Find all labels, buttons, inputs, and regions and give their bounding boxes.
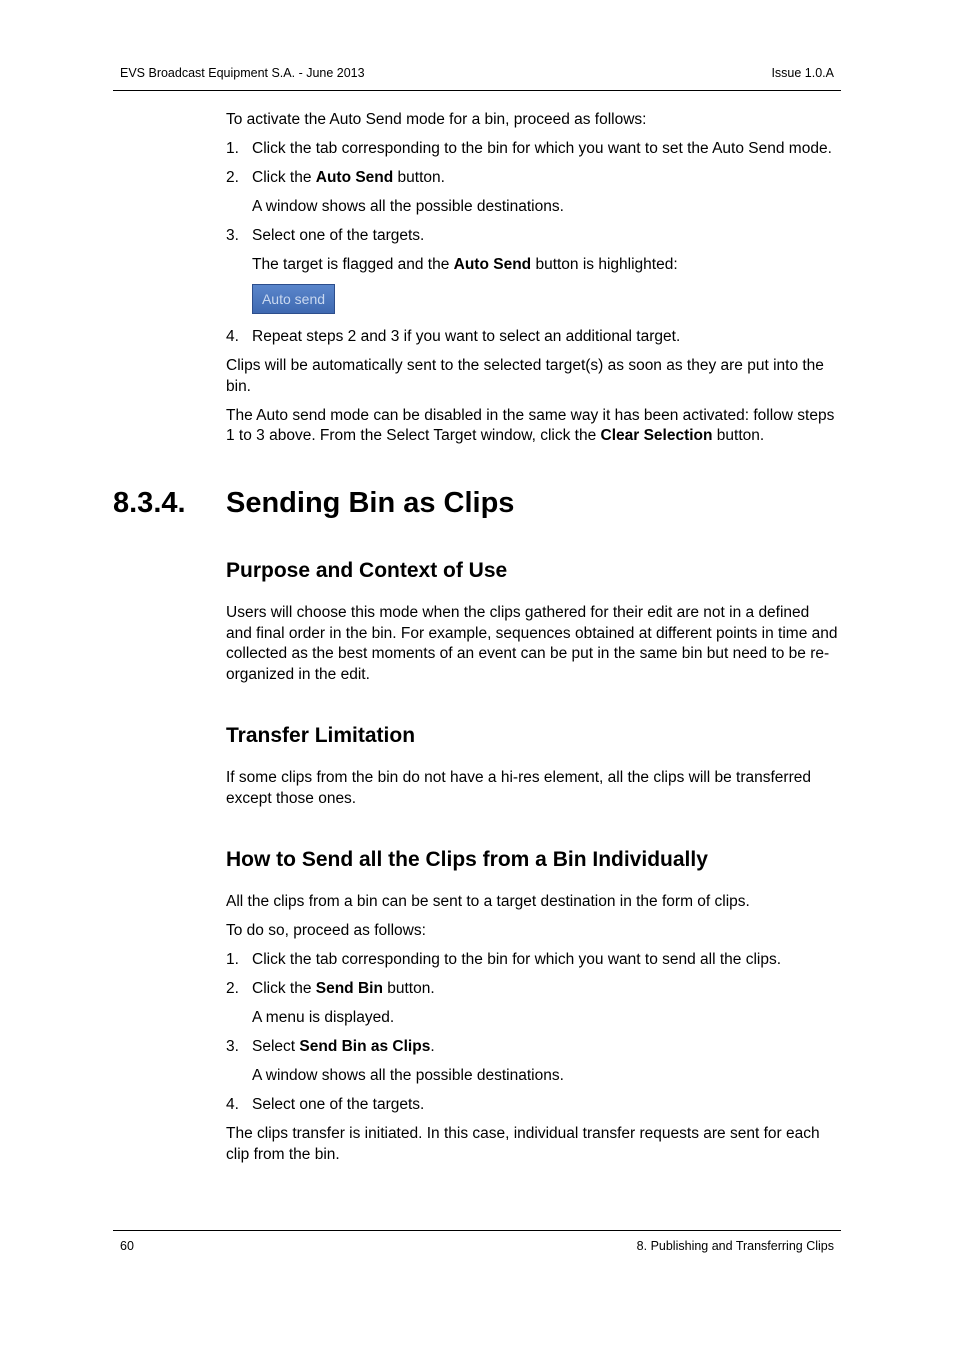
step-text: Click the tab corresponding to the bin for which you want to send all the clips. (252, 951, 782, 968)
step-text: Click the (252, 980, 316, 997)
para-bold: Clear Selection (600, 427, 713, 444)
note-text: button is highlighted: (531, 256, 678, 273)
step-number: 1. (226, 951, 239, 968)
step-text: Click the tab corresponding to the bin for which you want to set the Auto Send mode. (252, 140, 832, 157)
howto-step-3 (226, 1037, 838, 1058)
intro-step-4 (226, 327, 838, 348)
step-bold: Send Bin as Clips (299, 1038, 431, 1055)
howto-step-2 (226, 979, 838, 1000)
limitation-heading: Transfer Limitation (226, 724, 416, 747)
page-number: 60 (120, 1239, 134, 1253)
note-bold: Auto Send (453, 256, 532, 273)
auto-send-button-image: Auto send (252, 284, 335, 314)
step-number: 4. (226, 1096, 239, 1113)
purpose-text: Users will choose this mode when the clips gathered for their edit are not in a defined and final order in the bin. For example, sequences obtained at different points in time and collected as the best moments of an event can be put in the same bin but need to be re-organized in the edit. (226, 604, 838, 683)
howto-step-1 (226, 950, 838, 971)
page-footer (113, 1230, 841, 1253)
step-number: 3. (226, 227, 239, 244)
chapter-title: 8. Publishing and Transferring Clips (636, 1239, 834, 1253)
intro-para-2 (226, 406, 838, 447)
header-right-text: Issue 1.0.A (771, 66, 834, 80)
step-number: 3. (226, 1038, 239, 1055)
intro-lead: To activate the Auto Send mode for a bin, proceed as follows: (226, 111, 647, 128)
howto-p2: To do so, proceed as follows: (226, 922, 426, 939)
howto-step-2-note: A menu is displayed. (252, 1009, 395, 1026)
intro-block (226, 110, 838, 455)
intro-step-1 (226, 139, 838, 160)
para-text: button. (712, 427, 765, 444)
page-header (113, 65, 841, 91)
step-number: 1. (226, 140, 239, 157)
howto-p1: All the clips from a bin can be sent to a target destination in the form of clips. (226, 893, 750, 910)
step-bold: Send Bin (315, 980, 383, 997)
step-text: Select one of the targets. (252, 1096, 425, 1113)
intro-step-3-note (226, 255, 838, 276)
intro-step-2-note: A window shows all the possible destinations. (252, 198, 564, 215)
section-title: Sending Bin as Clips (226, 487, 515, 519)
para-text: The Auto send mode can be disabled in the same way it has been activated: follow steps 1 to 3 above. From the Select Target window, click the (226, 406, 835, 444)
intro-para-1: Clips will be automatically sent to the selected target(s) as soon as they are put into the bin. (226, 357, 824, 395)
limitation-text: If some clips from the bin do not have a hi-res element, all the clips will be transferred except those ones. (226, 769, 811, 807)
howto-step-3-note: A window shows all the possible destinations. (252, 1067, 564, 1084)
step-bold: Auto Send (315, 169, 394, 186)
step-text: Select (252, 1038, 300, 1055)
purpose-heading: Purpose and Context of Use (226, 559, 508, 582)
howto-step-4 (226, 1095, 838, 1116)
step-text: button. (382, 980, 435, 997)
note-text: The target is flagged and the (252, 256, 454, 273)
step-number: 4. (226, 328, 239, 345)
step-text: Repeat steps 2 and 3 if you want to select an additional target. (252, 328, 681, 345)
step-number: 2. (226, 980, 239, 997)
step-number: 2. (226, 169, 239, 186)
intro-step-3 (226, 226, 838, 247)
step-text: Select one of the targets. (252, 227, 425, 244)
intro-step-2 (226, 168, 838, 189)
step-text: . (430, 1038, 435, 1055)
step-text: Click the (252, 169, 316, 186)
section-number: 8.3.4. (113, 487, 186, 519)
howto-heading: How to Send all the Clips from a Bin Individually (226, 848, 708, 871)
howto-closing: The clips transfer is initiated. In this case, individual transfer requests are sent for each clip from the bin. (226, 1125, 820, 1163)
section-heading (113, 486, 514, 520)
step-text: button. (393, 169, 445, 186)
header-left-text: EVS Broadcast Equipment S.A. - June 2013 (120, 66, 365, 80)
